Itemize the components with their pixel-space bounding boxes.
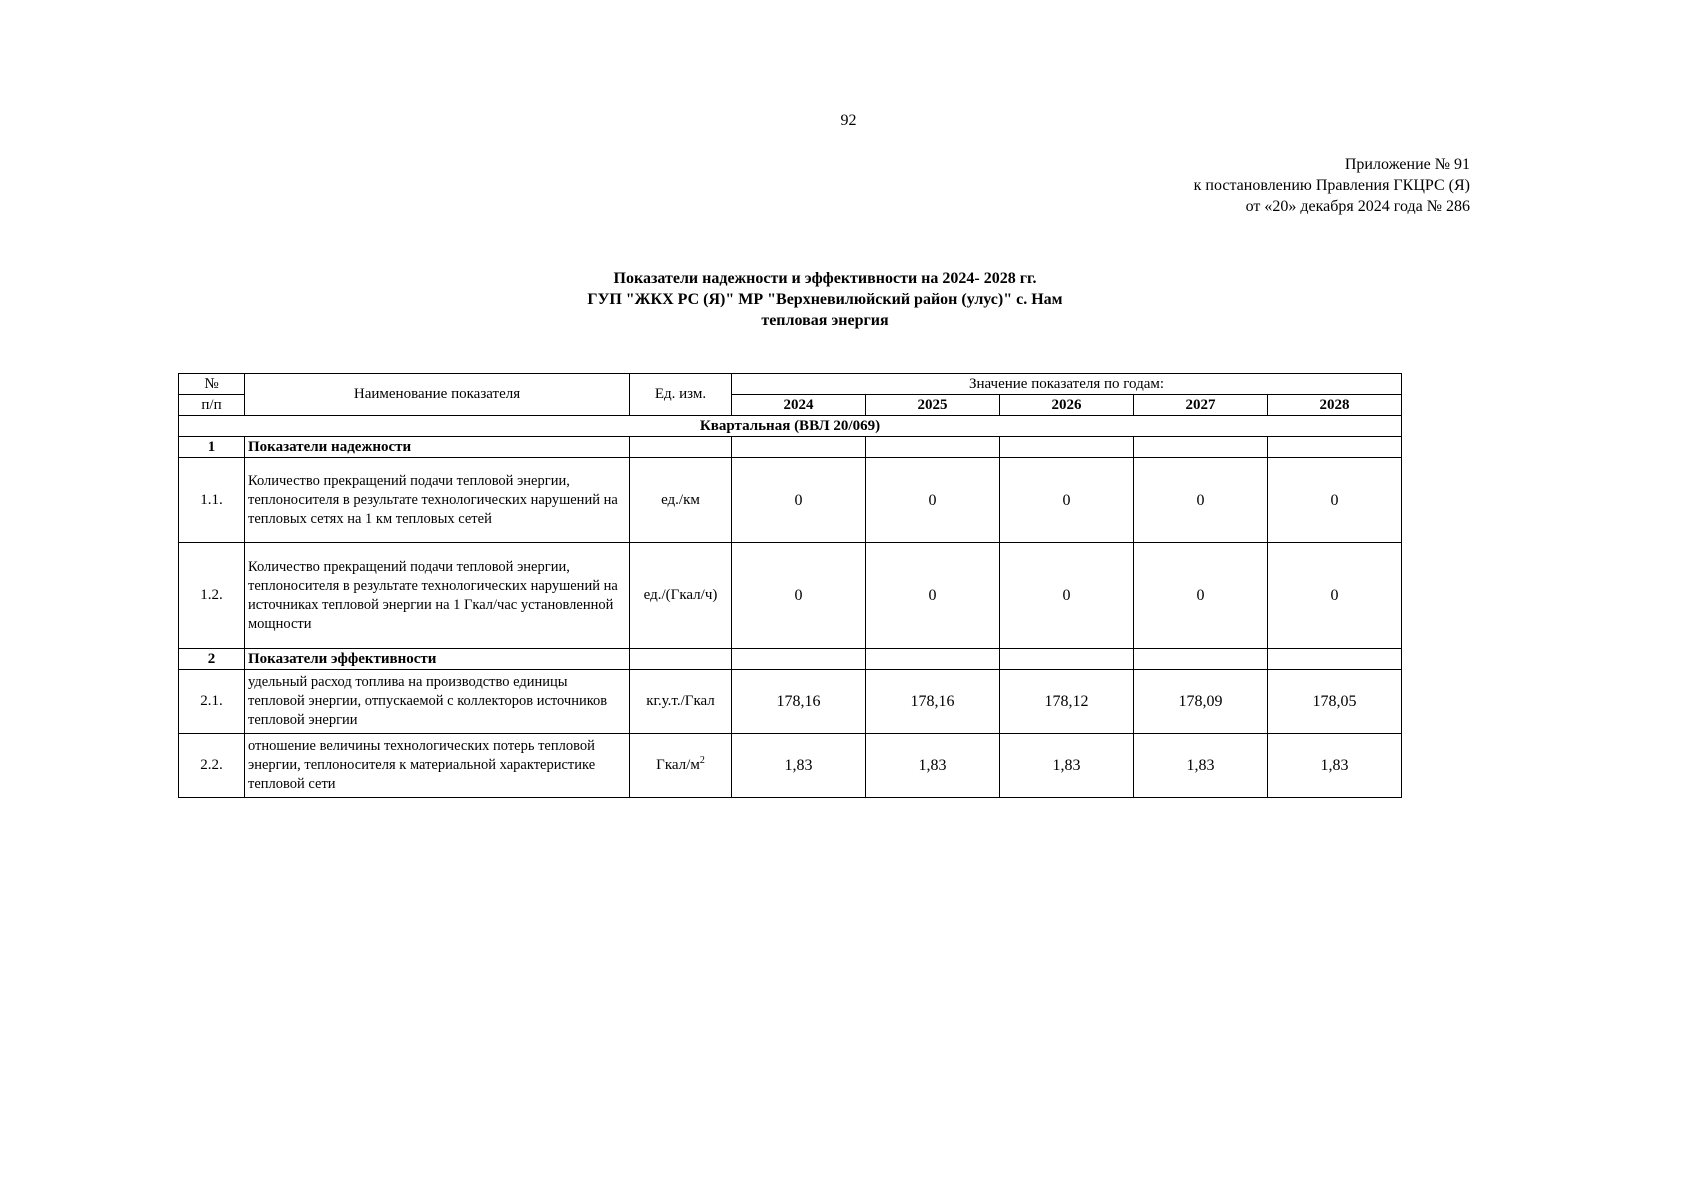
header-year: 2028 (1268, 395, 1402, 416)
header-year: 2026 (1000, 395, 1134, 416)
section-row (179, 416, 1402, 437)
row-number: 2.1. (179, 670, 245, 734)
value-cell: 178,05 (1268, 670, 1402, 734)
header-values-group: Значение показателя по годам: (732, 374, 1402, 395)
row-number: 1.1. (179, 458, 245, 543)
header-unit: Ед. изм. (630, 374, 732, 416)
value-cell: 178,09 (1134, 670, 1268, 734)
empty-cell (1134, 437, 1268, 458)
value-cell: 1,83 (866, 734, 1000, 798)
group-row (179, 649, 1402, 670)
value-cell: 1,83 (1134, 734, 1268, 798)
indicators-table (178, 373, 1402, 798)
indicator-unit: ед./(Гкал/ч) (630, 543, 732, 649)
empty-cell (1268, 649, 1402, 670)
value-cell: 1,83 (1268, 734, 1402, 798)
indicator-unit: ед./км (630, 458, 732, 543)
value-cell: 0 (732, 543, 866, 649)
value-cell: 0 (1268, 458, 1402, 543)
value-cell: 0 (1000, 458, 1134, 543)
empty-cell (732, 437, 866, 458)
group-title: Показатели надежности (245, 437, 630, 458)
header-no-top: № (179, 374, 245, 395)
title-line-2: ГУП "ЖКХ РС (Я)" МР "Верхневилюйский район (улус)" с. Нам (587, 291, 1063, 308)
value-cell: 0 (866, 543, 1000, 649)
empty-cell (866, 649, 1000, 670)
empty-cell (1000, 437, 1134, 458)
header-year: 2024 (732, 395, 866, 416)
value-cell: 0 (1134, 543, 1268, 649)
appendix-line-2: к постановлению Правления ГКЦРС (Я) (1193, 177, 1470, 194)
indicator-unit (630, 734, 732, 798)
header-no-bottom: п/п (179, 395, 245, 416)
value-cell: 1,83 (1000, 734, 1134, 798)
header-year: 2027 (1134, 395, 1268, 416)
appendix-line-1: Приложение № 91 (1344, 156, 1470, 173)
group-row (179, 437, 1402, 458)
appendix-reference (1194, 154, 1470, 217)
table-row (179, 734, 1402, 798)
value-cell: 0 (1268, 543, 1402, 649)
header-year: 2025 (866, 395, 1000, 416)
indicator-unit: кг.у.т./Гкал (630, 670, 732, 734)
value-cell: 0 (1134, 458, 1268, 543)
indicator-name: Количество прекращений подачи тепловой энергии, теплоносителя в результате технологических нарушений на тепловых сетях на 1 км тепловых сетей (245, 458, 630, 543)
row-number: 2.2. (179, 734, 245, 798)
value-cell: 178,12 (1000, 670, 1134, 734)
header-row-1 (179, 374, 1402, 395)
table-row (179, 458, 1402, 543)
appendix-line-3: от «20» декабря 2024 года № 286 (1245, 198, 1470, 215)
value-cell: 178,16 (732, 670, 866, 734)
document-title (0, 268, 1650, 331)
empty-cell (1134, 649, 1268, 670)
empty-cell (1000, 649, 1134, 670)
value-cell: 0 (1000, 543, 1134, 649)
value-cell: 178,16 (866, 670, 1000, 734)
group-number: 2 (179, 649, 245, 670)
value-cell: 0 (866, 458, 1000, 543)
unit-base: Гкал/м (656, 757, 700, 773)
group-title: Показатели эффективности (245, 649, 630, 670)
unit-superscript: 2 (699, 755, 705, 766)
indicator-name: отношение величины технологических потерь тепловой энергии, теплоносителя к материальной характеристике тепловой сети (245, 734, 630, 798)
header-name: Наименование показателя (245, 374, 630, 416)
indicator-name: Количество прекращений подачи тепловой энергии, теплоносителя в результате технологических нарушений на источниках тепловой энергии на 1 Гкал/час установленной мощности (245, 543, 630, 649)
empty-cell (1268, 437, 1402, 458)
empty-cell (866, 437, 1000, 458)
empty-cell (732, 649, 866, 670)
title-line-3: тепловая энергия (761, 312, 889, 329)
table-row (179, 543, 1402, 649)
group-number: 1 (179, 437, 245, 458)
title-line-1: Показатели надежности и эффективности на 2024- 2028 гг. (613, 270, 1037, 287)
value-cell: 0 (732, 458, 866, 543)
empty-cell (630, 437, 732, 458)
page-number: 92 (840, 112, 857, 129)
indicator-name: удельный расход топлива на производство единицы тепловой энергии, отпускаемой с коллекторов источников тепловой энергии (245, 670, 630, 734)
empty-cell (630, 649, 732, 670)
table-row (179, 670, 1402, 734)
value-cell: 1,83 (732, 734, 866, 798)
row-number: 1.2. (179, 543, 245, 649)
section-title: Квартальная (ВВЛ 20/069) (179, 416, 1402, 437)
